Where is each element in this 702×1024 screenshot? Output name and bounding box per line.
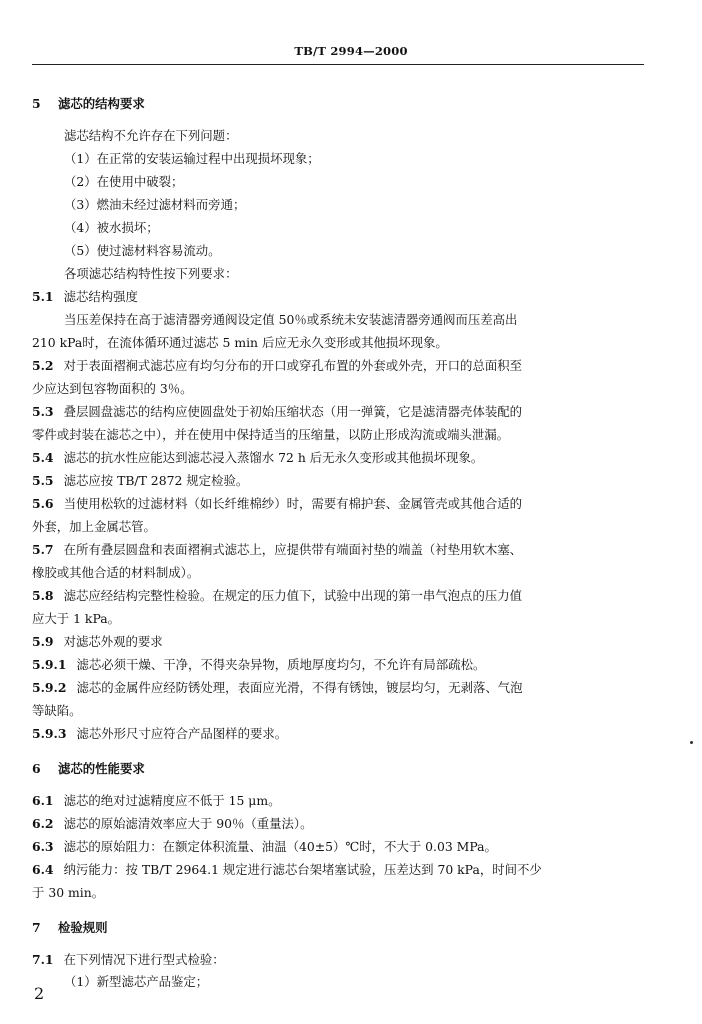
clause-text: 滤芯的原始滤清效率应大于 90％（重量法）。 [63, 816, 313, 831]
clause-5-8 [32, 586, 644, 606]
clause-text: 滤芯必须干燥、干净，不得夹杂异物，质地厚度均匀，不允许有局部疏松。 [76, 657, 486, 672]
list-item: （2）在使用中破裂； [64, 174, 184, 189]
clause-5-9-2 [32, 678, 644, 698]
scan-speck [690, 741, 693, 744]
section-5-number: 5 [32, 96, 41, 111]
clause-number: 5.1 [32, 289, 54, 304]
clause-text: 滤芯的抗水性应能达到滤芯浸入蒸馏水 72 h 后无永久变形或其他损坏现象。 [63, 450, 484, 465]
clause-text: 在下列情况下进行型式检验： [63, 952, 225, 967]
clause-text: 纳污能力：按 TB/T 2964.1 规定进行滤芯台架堵塞试验，压差达到 70 kPa，时间不少 [63, 862, 542, 877]
clause-number: 6.3 [32, 839, 54, 854]
list-item: （1）在正常的安装运输过程中出现损坏现象； [64, 151, 320, 166]
clause-6-4-cont: 于 30 min。 [32, 885, 105, 900]
clause-5-7-cont: 橡胶或其他合适的材料制成）。 [32, 565, 200, 580]
clause-number: 6.4 [32, 862, 54, 877]
header-rule [32, 64, 644, 65]
clause-text: 滤芯应经结构完整性检验。在规定的压力值下，试验中出现的第一串气泡点的压力值 [63, 588, 523, 603]
clause-7-1 [32, 950, 644, 970]
clause-text: 对于表面褶裥式滤芯应有均匀分布的开口或穿孔布置的外套或外壳，开口的总面积至 [63, 358, 523, 373]
list-item: （1）新型滤芯产品鉴定； [64, 974, 209, 989]
clause-5-4 [32, 448, 644, 468]
clause-text: 当使用松软的过滤材料（如长纤维棉纱）时，需要有棉护套、金属管壳或其他合适的 [63, 496, 523, 511]
clause-number: 5.8 [32, 588, 54, 603]
clause-text: 叠层圆盘滤芯的结构应使圆盘处于初始压缩状态（用一弹簧，它是滤清器壳体装配的 [63, 404, 523, 419]
clause-5-3-cont: 零件或封装在滤芯之中），并在使用中保持适当的压缩量，以防止形成沟流或端头泄漏。 [32, 427, 510, 442]
clause-number: 5.6 [32, 496, 54, 511]
section-6-title: 滤芯的性能要求 [58, 761, 145, 776]
clause-number: 5.9.2 [32, 680, 67, 695]
clause-6-2 [32, 814, 644, 834]
clause-text: 滤芯应按 TB/T 2872 规定检验。 [63, 473, 249, 488]
clause-6-3 [32, 837, 644, 857]
section-5-intro: 滤芯结构不允许存在下列问题： [64, 128, 238, 143]
clause-number: 5.3 [32, 404, 54, 419]
clause-6-4 [32, 860, 644, 880]
page-number: 2 [34, 984, 45, 1003]
list-item: （3）燃油未经过滤材料而旁通； [64, 197, 246, 212]
clause-5-6-cont: 外套，加上金属芯管。 [32, 519, 156, 534]
clause-number: 7.1 [32, 952, 54, 967]
clause-text: 滤芯的绝对过滤精度应不低于 15 μm。 [63, 793, 281, 808]
section-6-number: 6 [32, 761, 41, 776]
clause-5-9 [32, 632, 644, 652]
clause-5-2 [32, 356, 644, 376]
clause-number: 5.5 [32, 473, 54, 488]
clause-title: 滤芯结构强度 [63, 289, 138, 304]
section-7-heading [32, 918, 644, 938]
clause-text: 在所有叠层圆盘和表面褶裥式滤芯上，应提供带有端面衬垫的端盖（衬垫用软木塞、 [63, 542, 523, 557]
section-5-heading [32, 94, 644, 114]
clause-5-6 [32, 494, 644, 514]
clause-number: 6.2 [32, 816, 54, 831]
list-item: （4）被水损坏； [64, 220, 159, 235]
running-header: TB/T 2994—2000 [294, 44, 408, 58]
clause-5-1-text-line: 当压差保持在高于滤清器旁通阀设定值 50％或系统未安装滤清器旁通阀而压差高出 [64, 312, 518, 327]
clause-5-2-cont: 少应达到包容物面积的 3％。 [32, 381, 193, 396]
clause-5-9-3 [32, 724, 644, 744]
clause-5-7 [32, 540, 644, 560]
section-7-title: 检验规则 [58, 920, 108, 935]
section-5-tail: 各项滤芯结构特性按下列要求： [64, 266, 238, 281]
list-item: （5）使过滤材料容易流动。 [64, 243, 221, 258]
clause-text: 滤芯外形尺寸应符合产品图样的要求。 [76, 726, 288, 741]
clause-5-8-cont: 应大于 1 kPa。 [32, 611, 120, 626]
clause-number: 5.4 [32, 450, 54, 465]
clause-5-1-heading [32, 287, 644, 307]
clause-5-9-2-cont: 等缺陷。 [32, 703, 82, 718]
clause-5-5 [32, 471, 644, 491]
section-6-heading [32, 759, 644, 779]
clause-text: 滤芯的金属件应经防锈处理，表面应光滑，不得有锈蚀，镀层均匀，无剥落、气泡 [76, 680, 523, 695]
clause-number: 5.9 [32, 634, 54, 649]
section-5-title: 滤芯的结构要求 [58, 96, 145, 111]
section-7-number: 7 [32, 920, 41, 935]
clause-number: 5.9.3 [32, 726, 67, 741]
clause-5-9-1 [32, 655, 644, 675]
clause-6-1 [32, 791, 644, 811]
clause-text: 对滤芯外观的要求 [63, 634, 163, 649]
clause-number: 6.1 [32, 793, 54, 808]
clause-number: 5.9.1 [32, 657, 67, 672]
clause-text: 滤芯的原始阻力：在额定体积流量、油温（40±5）℃时，不大于 0.03 MPa。 [63, 839, 497, 854]
clause-number: 5.7 [32, 542, 54, 557]
clause-number: 5.2 [32, 358, 54, 373]
clause-5-1-text-line: 210 kPa时，在流体循环通过滤芯 5 min 后应无永久变形或其他损坏现象。 [32, 335, 448, 350]
clause-5-3 [32, 402, 644, 422]
